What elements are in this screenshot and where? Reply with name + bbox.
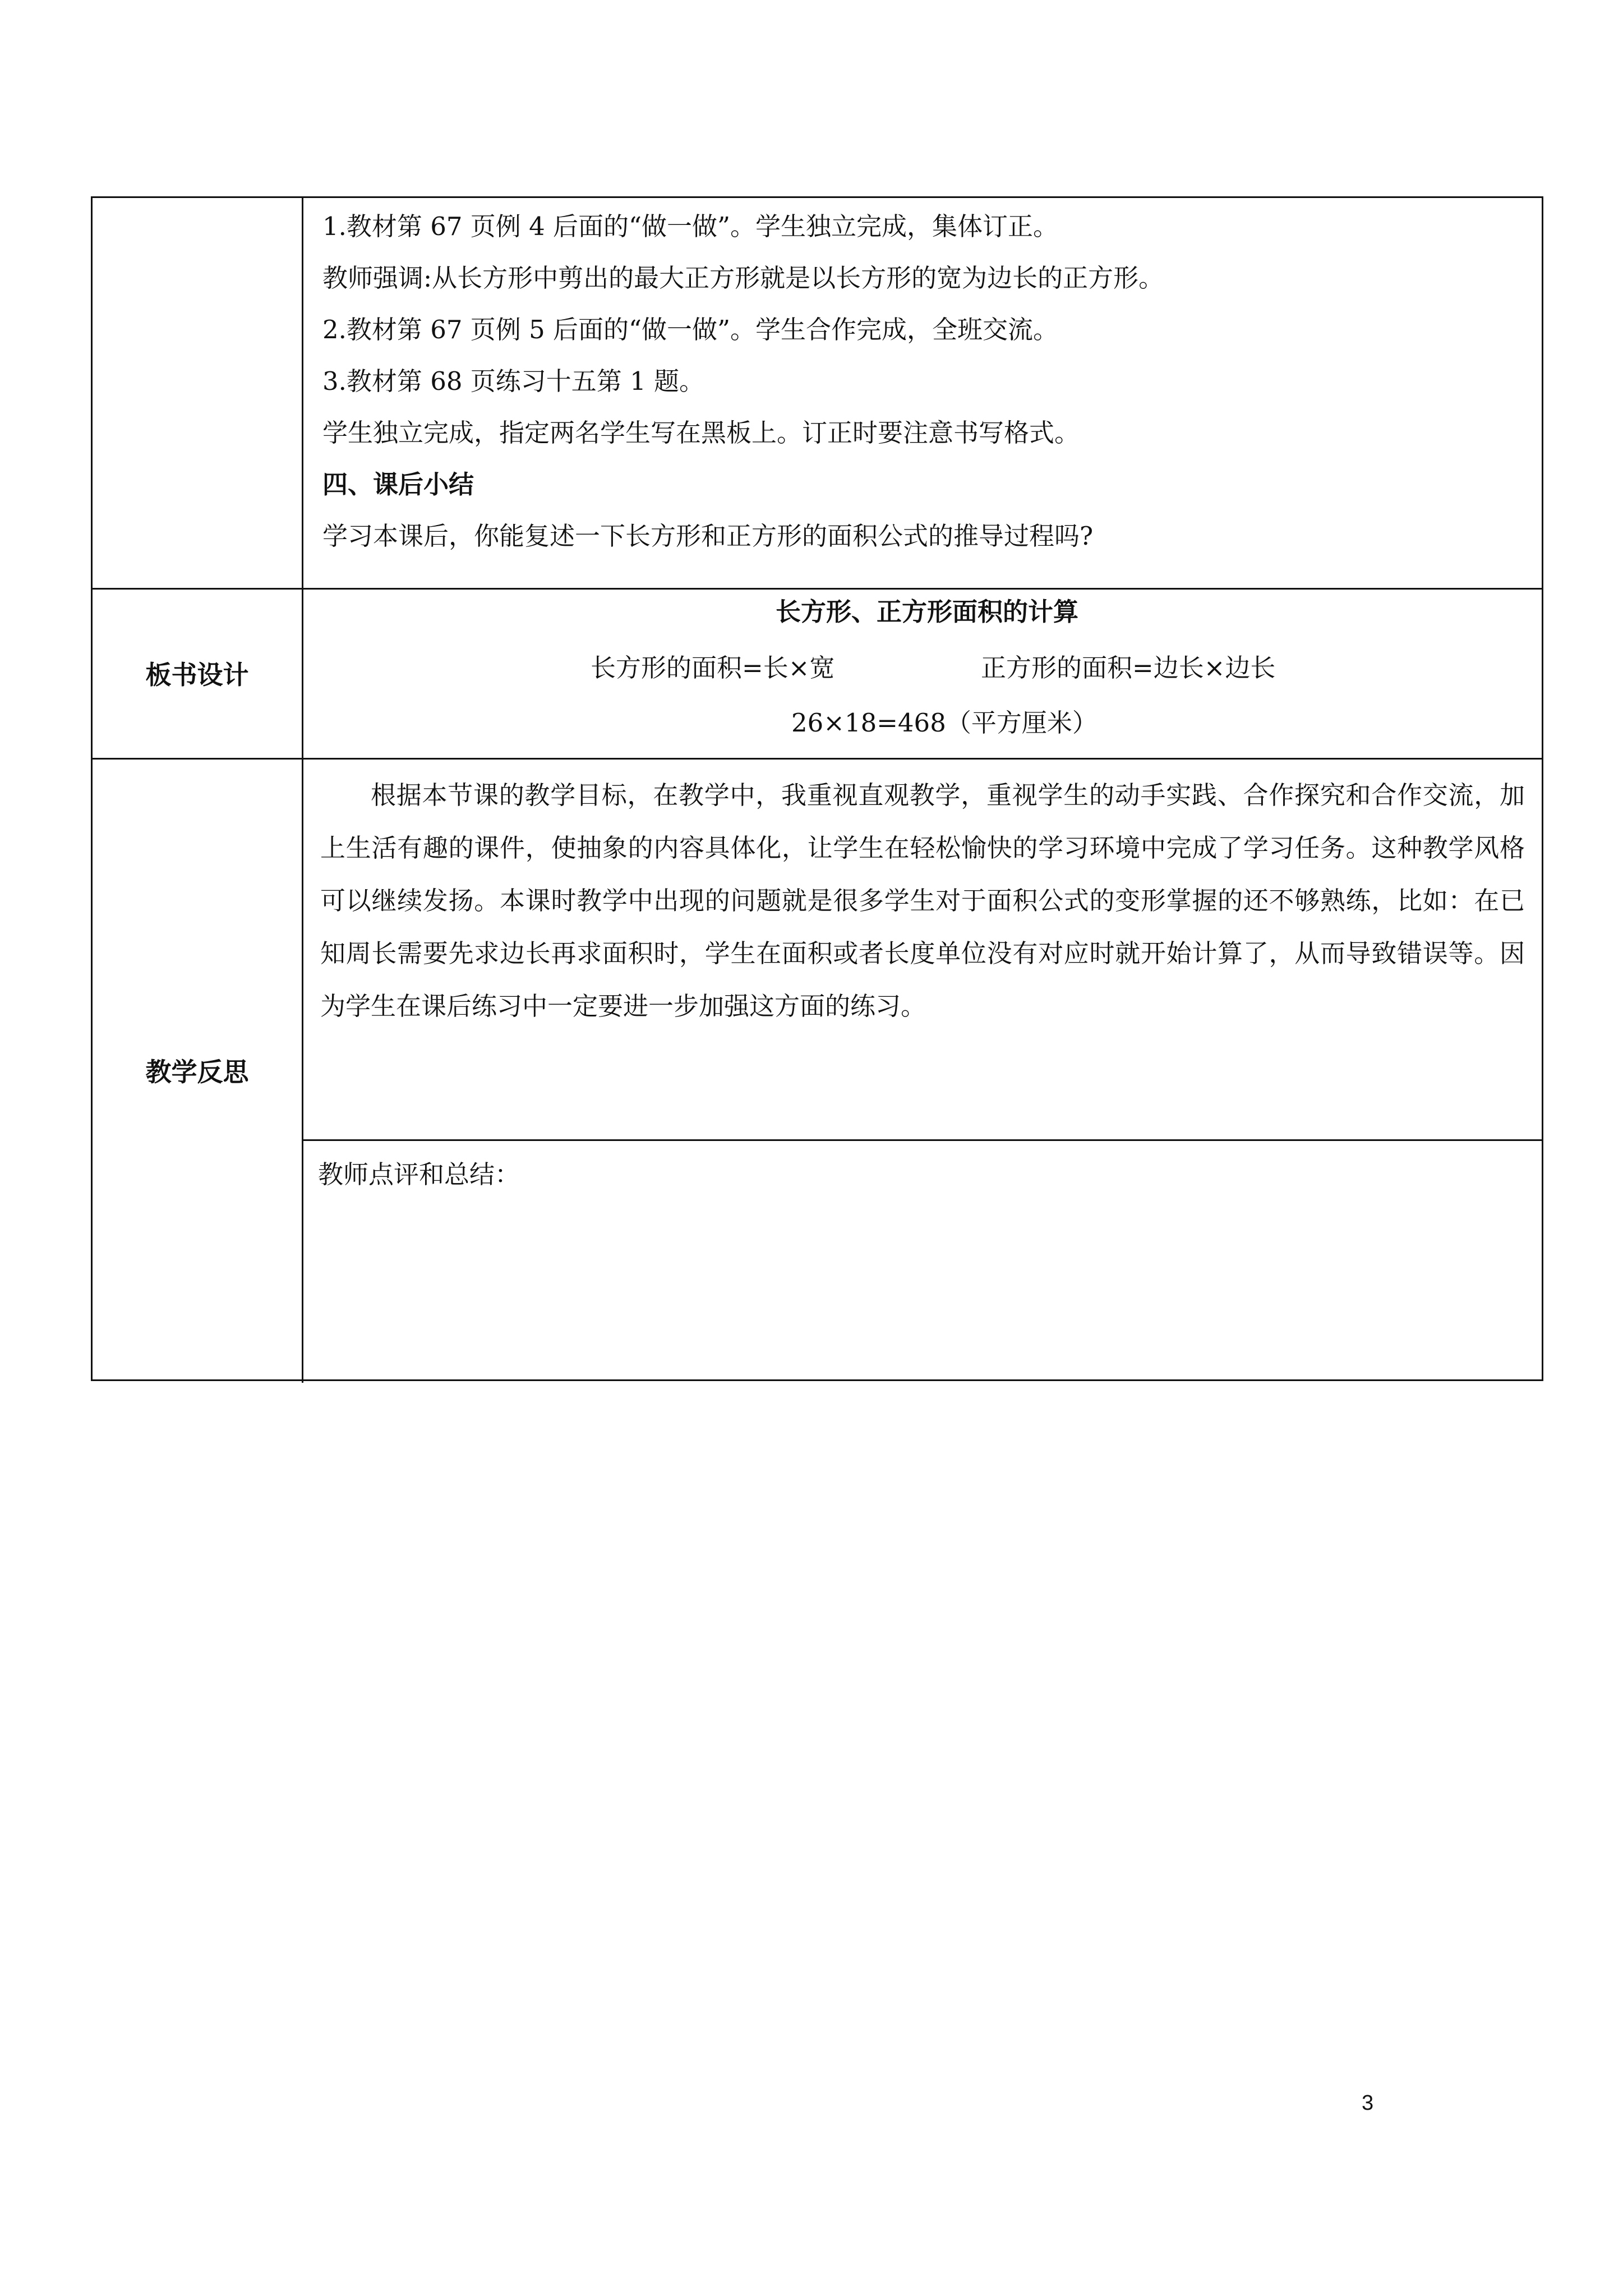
summary-section-title: 四、课后小结	[322, 470, 474, 499]
practice-instruction: 学生独立完成，指定两名学生写在黑板上。订正时要注意书写格式。	[322, 418, 1080, 448]
board-design-label: 板书设计	[93, 588, 303, 758]
practice-item-1: 1.教材第 67 页例 4 后面的“做一做”。学生独立完成，集体订正。	[322, 211, 1059, 241]
rectangle-area-formula: 长方形的面积=长×宽	[591, 653, 835, 683]
teacher-comment-label: 教师点评和总结：	[318, 1159, 520, 1189]
reflection-label: 教学反思	[93, 758, 303, 1383]
teacher-emphasis: 教师强调:从长方形中剪出的最大正方形就是以长方形的宽为边长的正方形。	[322, 263, 1164, 293]
practice-row	[93, 198, 1542, 588]
practice-label-cell	[93, 198, 303, 588]
practice-content-cell	[303, 198, 1542, 588]
reflection-paragraph: 根据本节课的教学目标，在教学中，我重视直观教学，重视学生的动手实践、合作探究和合作交流，加上生活有趣的课件，使抽象的内容具体化，让学生在轻松愉快的学习环境中完成了学习任务。这种教学风格可以继续发扬。本课时教学中出现的问题就是很多学生对于面积公式的变形掌握的还不够熟练，比如：在已知周长需要先求边长再求面积时，学生在面积或者长度单位没有对应时就开始计算了，从而导致错误等。因为学生在课后练习中一定要进一步加强这方面的练习。	[320, 780, 1525, 1021]
summary-question: 学习本课后，你能复述一下长方形和正方形的面积公式的推导过程吗?	[322, 521, 1094, 551]
comment-divider	[303, 1139, 1542, 1141]
board-design-row	[93, 588, 1542, 758]
practice-item-3: 3.教材第 68 页练习十五第 1 题。	[322, 366, 705, 396]
square-area-formula: 正方形的面积=边长×边长	[981, 653, 1276, 683]
board-design-title: 长方形、正方形面积的计算	[776, 597, 1079, 627]
practice-item-2: 2.教材第 67 页例 5 后面的“做一做”。学生合作完成，全班交流。	[322, 315, 1059, 344]
reflection-text-cell	[303, 758, 1542, 1139]
board-design-content	[303, 588, 1542, 758]
area-example: 26×18=468（平方厘米）	[791, 708, 1098, 738]
lesson-plan-table	[91, 196, 1543, 1381]
reflection-content	[303, 758, 1542, 1383]
reflection-row	[93, 758, 1542, 1383]
page-number: 3	[1362, 2091, 1374, 2115]
